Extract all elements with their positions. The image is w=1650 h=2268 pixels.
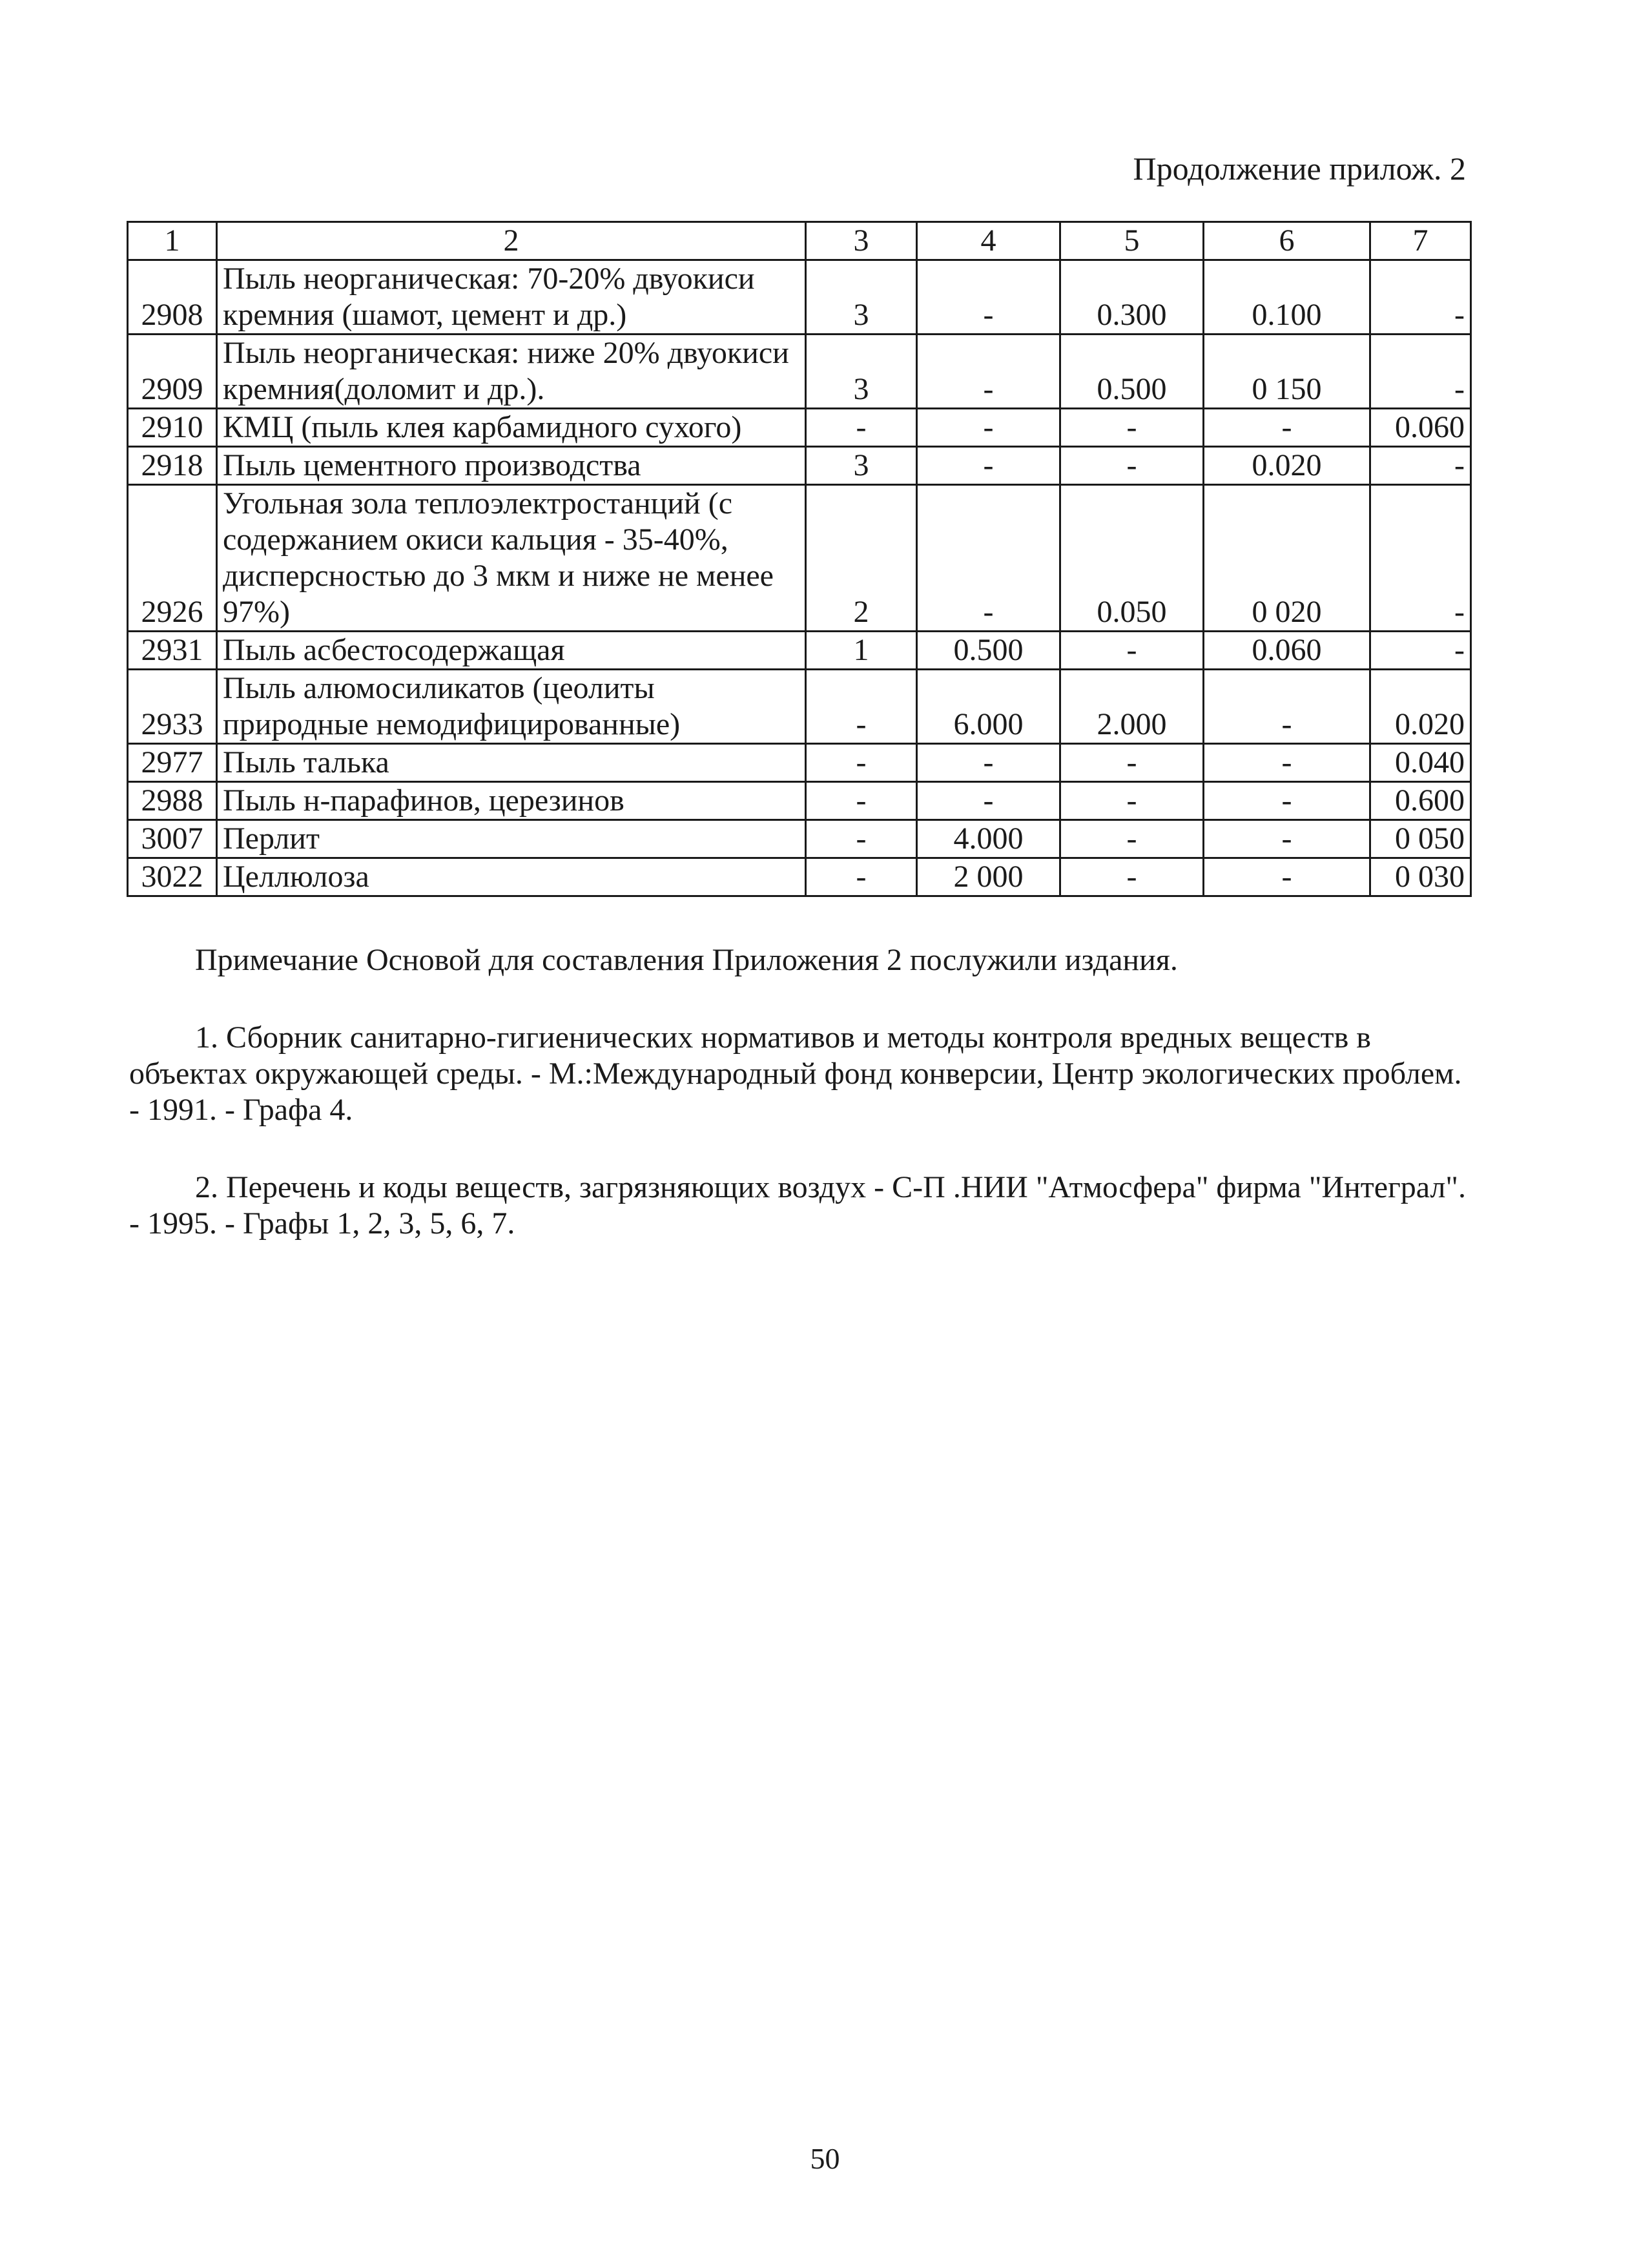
cell-col-4: - (917, 744, 1060, 782)
cell-col-5: 0.500 (1060, 335, 1204, 409)
substance-name: Пыль цементного производства (217, 447, 806, 485)
cell-col-7: 0.040 (1370, 744, 1471, 782)
col-header-4: 4 (917, 222, 1060, 260)
cell-col-3: - (806, 820, 917, 858)
cell-col-4: 2 000 (917, 858, 1060, 896)
cell-col-4: - (917, 260, 1060, 335)
substance-code: 2988 (128, 782, 217, 820)
substance-name: КМЦ (пыль клея карбамидного сухого) (217, 409, 806, 447)
cell-col-6: - (1204, 744, 1370, 782)
substance-code: 3022 (128, 858, 217, 896)
cell-col-6: 0.020 (1204, 447, 1370, 485)
table-row (128, 485, 1471, 632)
cell-col-4: - (917, 447, 1060, 485)
note-source-2: 2. Перечень и коды веществ, загрязняющих воздух - С-П .НИИ "Атмосфера" фирма "Интеграл". - 1995. - Графы 1, 2, 3, 5, 6, 7. (129, 1170, 1467, 1241)
col-header-1: 1 (128, 222, 217, 260)
cell-col-3: - (806, 670, 917, 744)
substance-name: Пыль неорганическая: ниже 20% двуокиси кремния(доломит и др.). (217, 335, 806, 409)
cell-col-7: - (1370, 632, 1471, 670)
substance-code: 2931 (128, 632, 217, 670)
cell-col-6: 0 020 (1204, 485, 1370, 632)
substance-name: Пыль алюмосиликатов (цеолиты природные немодифицированные) (217, 670, 806, 744)
cell-col-7: - (1370, 447, 1471, 485)
cell-col-3: - (806, 858, 917, 896)
cell-col-7: - (1370, 335, 1471, 409)
table-header-row (128, 222, 1471, 260)
cell-col-6: 0.100 (1204, 260, 1370, 335)
cell-col-7: 0.600 (1370, 782, 1471, 820)
cell-col-4: 4.000 (917, 820, 1060, 858)
cell-col-6: - (1204, 409, 1370, 447)
col-header-2: 2 (217, 222, 806, 260)
substance-code: 2926 (128, 485, 217, 632)
substance-name: Пыль асбестосодержащая (217, 632, 806, 670)
cell-col-3: - (806, 409, 917, 447)
col-header-6: 6 (1204, 222, 1370, 260)
page-number: 50 (810, 2142, 840, 2175)
cell-col-5: - (1060, 782, 1204, 820)
table-row (128, 670, 1471, 744)
note-intro: Примечание Основой для составления Приложения 2 послужили издания. (195, 943, 1178, 977)
sources-note (129, 942, 1469, 1283)
substance-code: 2918 (128, 447, 217, 485)
table-row (128, 820, 1471, 858)
cell-col-3: 2 (806, 485, 917, 632)
cell-col-4: - (917, 335, 1060, 409)
cell-col-5: 0.050 (1060, 485, 1204, 632)
substance-name: Пыль талька (217, 744, 806, 782)
cell-col-5: 0.300 (1060, 260, 1204, 335)
cell-col-4: - (917, 409, 1060, 447)
substance-code: 2933 (128, 670, 217, 744)
cell-col-6: - (1204, 858, 1370, 896)
substance-code: 2977 (128, 744, 217, 782)
table-row (128, 782, 1471, 820)
cell-col-7: - (1370, 485, 1471, 632)
cell-col-4: - (917, 485, 1060, 632)
cell-col-7: - (1370, 260, 1471, 335)
cell-col-3: - (806, 744, 917, 782)
substance-name: Угольная зола теплоэлектростанций (с содержанием окиси кальция - 35-40%, дисперсностью до 3 мкм и ниже не менее 97%) (217, 485, 806, 632)
substance-code: 2910 (128, 409, 217, 447)
col-header-3: 3 (806, 222, 917, 260)
cell-col-3: 1 (806, 632, 917, 670)
cell-col-4: - (917, 782, 1060, 820)
note-source-1: 1. Сборник санитарно-гигиенических нормативов и методы контроля вредных веществ в объектах окружающей среды. - М.:Международный фонд конверсии, Центр экологических проблем. - 1991. - Графа 4. (129, 1020, 1462, 1127)
table-row (128, 335, 1471, 409)
cell-col-5: - (1060, 447, 1204, 485)
table-row (128, 858, 1471, 896)
cell-col-7: 0 030 (1370, 858, 1471, 896)
col-header-5: 5 (1060, 222, 1204, 260)
substances-table (127, 221, 1472, 897)
cell-col-5: - (1060, 858, 1204, 896)
cell-col-5: - (1060, 744, 1204, 782)
cell-col-4: 0.500 (917, 632, 1060, 670)
substance-code: 2909 (128, 335, 217, 409)
cell-col-7: 0 050 (1370, 820, 1471, 858)
col-header-7: 7 (1370, 222, 1471, 260)
substance-name: Пыль неорганическая: 70-20% двуокиси кремния (шамот, цемент и др.) (217, 260, 806, 335)
cell-col-5: - (1060, 820, 1204, 858)
table-row (128, 447, 1471, 485)
table-row (128, 744, 1471, 782)
substance-code: 3007 (128, 820, 217, 858)
cell-col-6: 0 150 (1204, 335, 1370, 409)
substance-name: Целлюлоза (217, 858, 806, 896)
continuation-heading: Продолжение прилож. 2 (1133, 150, 1466, 187)
cell-col-3: 3 (806, 447, 917, 485)
table-row (128, 632, 1471, 670)
cell-col-5: - (1060, 409, 1204, 447)
cell-col-6: - (1204, 670, 1370, 744)
substance-code: 2908 (128, 260, 217, 335)
cell-col-4: 6.000 (917, 670, 1060, 744)
cell-col-3: - (806, 782, 917, 820)
substance-name: Пыль н-парафинов, церезинов (217, 782, 806, 820)
cell-col-3: 3 (806, 335, 917, 409)
cell-col-6: - (1204, 782, 1370, 820)
substance-name: Перлит (217, 820, 806, 858)
table-row (128, 409, 1471, 447)
table-row (128, 260, 1471, 335)
cell-col-5: 2.000 (1060, 670, 1204, 744)
cell-col-6: 0.060 (1204, 632, 1370, 670)
cell-col-6: - (1204, 820, 1370, 858)
cell-col-3: 3 (806, 260, 917, 335)
cell-col-7: 0.020 (1370, 670, 1471, 744)
cell-col-7: 0.060 (1370, 409, 1471, 447)
cell-col-5: - (1060, 632, 1204, 670)
